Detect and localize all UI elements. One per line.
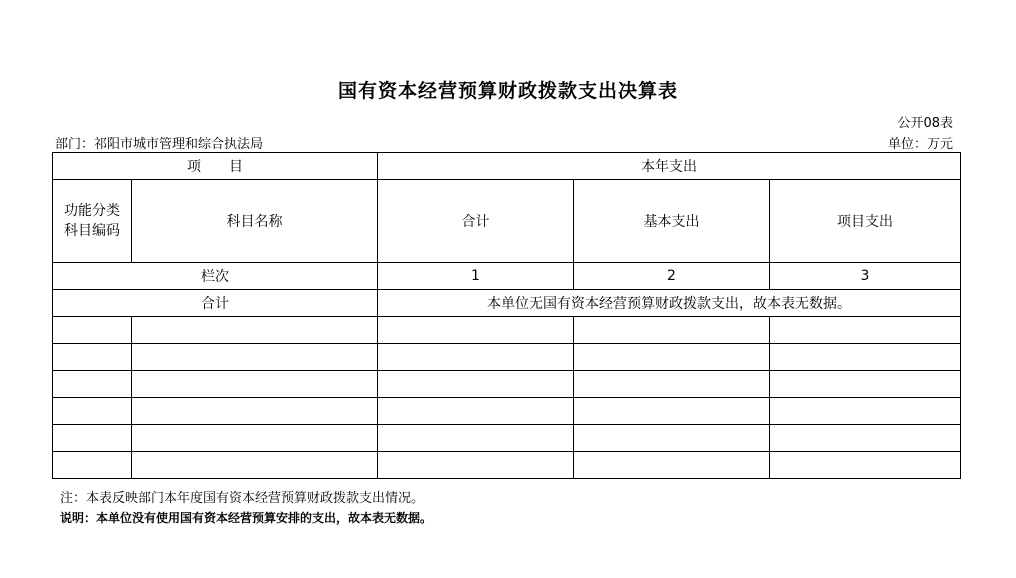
index-2: 2 — [574, 263, 770, 290]
footnote: 注：本表反映部门本年度国有资本经营预算财政拨款支出情况。 — [60, 491, 425, 506]
table-row — [53, 398, 961, 425]
index-3: 3 — [770, 263, 961, 290]
header-current-year: 本年支出 — [378, 153, 961, 180]
table-index-row — [53, 263, 961, 290]
unit-label: 单位：万元 — [887, 137, 953, 152]
header-project: 项目支出 — [770, 180, 961, 263]
page-title: 国有资本经营预算财政拨款支出决算表 — [337, 80, 678, 102]
header-func-code: 功能分类 科目编码 — [53, 180, 132, 263]
index-1: 1 — [378, 263, 574, 290]
expenditure-table — [52, 152, 961, 479]
department-label: 部门：祁阳市城市管理和综合执法局 — [55, 137, 264, 152]
table-total-row — [53, 290, 961, 317]
header-item: 项 目 — [53, 153, 378, 180]
index-label: 栏次 — [53, 263, 378, 290]
table-subheader-row — [53, 180, 961, 263]
table-row — [53, 317, 961, 344]
header-total: 合计 — [378, 180, 574, 263]
table-row — [53, 452, 961, 479]
table-row — [53, 425, 961, 452]
table-row — [53, 371, 961, 398]
total-note: 本单位无国有资本经营预算财政拨款支出，故本表无数据。 — [378, 290, 961, 317]
total-label: 合计 — [53, 290, 378, 317]
explanation-note: 说明：本单位没有使用国有资本经营预算安排的支出，故本表无数据。 — [60, 511, 433, 525]
table-row — [53, 344, 961, 371]
table-header-row — [53, 153, 961, 180]
header-subject-name: 科目名称 — [132, 180, 378, 263]
header-basic: 基本支出 — [574, 180, 770, 263]
form-number: 公开08表 — [897, 116, 953, 131]
